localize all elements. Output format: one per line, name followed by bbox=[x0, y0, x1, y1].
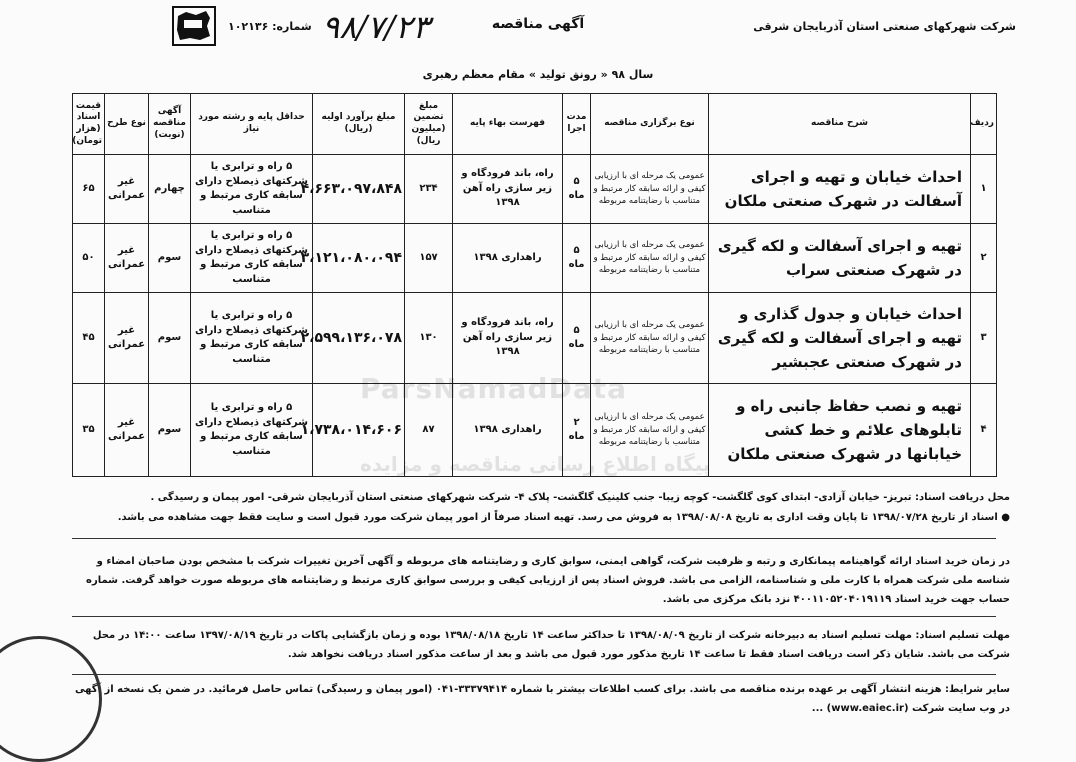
row-requirement bbox=[191, 155, 313, 224]
row-document-price: ۵۰ bbox=[73, 224, 105, 293]
row-estimated-amount: ۳،۱۲۱،۰۸۰،۰۹۴ bbox=[313, 224, 405, 293]
header-tender-type: نوع برگزاری مناقصه bbox=[591, 94, 709, 155]
requirements-note: در زمان خرید اسناد ارائه گواهینامه پیمانکاری و رتبه و ظرفیت شرکت، گواهی ایمنی، سوابق کاری و رضایتنامه های مربوطه و آگهی آخرین تغییرات شرکت با مشخص بودن صاحبان امضاء و شناسه ملی شرکت همراه با کارت ملی و شناسنامه، الزامی می باشد. فروش اسناد پس از ارزیابی کیفی و بررسی سوابق کاری مرتبط و رضایتنامه های مربوطه صورت خواهد گرفت. شماره حساب جهت خرید اسناد ۴۰۰۱۱۰۵۲۰۴۰۱۹۱۱۹ نزد بانک مرکزی می باشد. bbox=[86, 556, 1010, 605]
row-description: تهیه و اجرای آسفالت و لکه گیری در شهرک صنعتی سراب bbox=[709, 224, 971, 293]
row-duration: ۲ ماه bbox=[563, 384, 591, 477]
divider bbox=[72, 616, 996, 617]
header-estimated-amount: مبلغ برآورد اولیه (ریال) bbox=[313, 94, 405, 155]
row-number: ۱ bbox=[971, 155, 997, 224]
requirement-grade: ۵ bbox=[286, 161, 293, 172]
row-estimated-amount: ۲،۵۹۹،۱۳۶،۰۷۸ bbox=[313, 293, 405, 384]
row-tender-type: عمومی یک مرحله ای با ارزیابی کیفی و ارائه سابقه کار مرتبط و متناسب با رضایتنامه مربوطه bbox=[591, 384, 709, 477]
row-stage: سوم bbox=[149, 384, 191, 477]
row-price-list: راهداری ۱۳۹۸ bbox=[453, 224, 563, 293]
row-guarantee: ۱۵۷ bbox=[405, 224, 453, 293]
other-conditions-note: سایر شرایط: هزینه انتشار آگهی بر عهده برنده مناقصه می باشد. برای کسب اطلاعات بیشتر با شماره ۳۳۳۷۹۴۱۴-۰۴۱ (امور پیمان و رسیدگی) تماس حاصل فرمائید. در ضمن یک نسخه از آگهی در وب سایت شرکت (www.eaiec.ir) ... bbox=[75, 684, 1010, 714]
row-number: ۳ bbox=[971, 293, 997, 384]
row-estimated-amount: ۴،۶۶۳،۰۹۷،۸۴۸ bbox=[313, 155, 405, 224]
row-requirement bbox=[191, 384, 313, 477]
requirement-grade: ۵ bbox=[286, 310, 293, 321]
requirement-grade: ۵ bbox=[286, 230, 293, 241]
row-tender-type: عمومی یک مرحله ای با ارزیابی کیفی و ارائه سابقه کار مرتبط و متناسب با رضایتنامه مربوطه bbox=[591, 224, 709, 293]
requirement-text: راه و ترابری یا شرکتهای ذیصلاح دارای سابقه کاری مرتبط و متناسب bbox=[195, 310, 308, 365]
table-row bbox=[73, 155, 997, 224]
header-duration: مدت اجرا bbox=[563, 94, 591, 155]
sale-note: ● اسناد از تاریخ ۱۳۹۸/۰۷/۲۸ تا پایان وقت اداری به تاریخ ۱۳۹۸/۰۸/۰۸ به فروش می رسد. تهیه اسناد صرفاً از امور پیمان شرکت مورد قبول است و سایت فقط جهت مشاهده می باشد. bbox=[117, 512, 1010, 523]
organization-name: شرکت شهرکهای صنعتی استان آذربایجان شرقی bbox=[753, 20, 1016, 33]
row-duration: ۵ ماه bbox=[563, 224, 591, 293]
header-price-list: فهرست بهاء پایه bbox=[453, 94, 563, 155]
header-requirement: حداقل پایه و رشته مورد نیاز bbox=[191, 94, 313, 155]
handwritten-date: ۹۸/۷/۲۳ bbox=[322, 8, 430, 46]
row-plan-type: غیر عمرانی bbox=[105, 155, 149, 224]
watermark-persian: پیگاه اطلاع رسانی مناقصه و مزایده bbox=[360, 452, 711, 476]
row-document-price: ۶۵ bbox=[73, 155, 105, 224]
year-slogan: سال ۹۸ « رونق تولید » مقام معظم رهبری bbox=[422, 68, 654, 81]
requirement-text: راه و ترابری یا شرکتهای ذیصلاح دارای سابقه کاری مرتبط و متناسب bbox=[195, 161, 308, 216]
address-note: محل دریافت اسناد: تبریز- خیابان آزادی- ابتدای کوی گلگشت- کوچه زیبا- جنب کلینیک گلگشت- پلاک ۴- شرکت شهرکهای صنعتی استان آذربایجان شرقی- امور پیمان و رسیدگی . bbox=[150, 492, 1010, 503]
row-price-list: راه، باند فرودگاه و زیر سازی راه آهن ۱۳۹۸ bbox=[453, 155, 563, 224]
row-guarantee: ۱۳۰ bbox=[405, 293, 453, 384]
table-row bbox=[73, 384, 997, 477]
row-plan-type: غیر عمرانی bbox=[105, 293, 149, 384]
row-requirement bbox=[191, 293, 313, 384]
row-plan-type: غیر عمرانی bbox=[105, 384, 149, 477]
divider bbox=[72, 538, 996, 539]
row-duration: ۵ ماه bbox=[563, 293, 591, 384]
row-plan-type: غیر عمرانی bbox=[105, 224, 149, 293]
row-stage: سوم bbox=[149, 224, 191, 293]
row-description: احداث خیابان و تهیه و اجرای آسفالت در شهرک صنعتی ملکان bbox=[709, 155, 971, 224]
header-document-price: قیمت اسناد (هزار تومان) bbox=[73, 94, 105, 155]
row-number: ۲ bbox=[971, 224, 997, 293]
tender-table bbox=[72, 93, 997, 477]
divider bbox=[72, 674, 996, 675]
row-guarantee: ۲۳۴ bbox=[405, 155, 453, 224]
row-description: احداث خیابان و جدول گذاری و تهیه و اجرای آسفالت و لکه گیری در شهرک صنعتی عجبشیر bbox=[709, 293, 971, 384]
requirement-text: راه و ترابری یا شرکتهای ذیصلاح دارای سابقه کاری مرتبط و متناسب bbox=[195, 402, 308, 457]
notice-title: آگهی مناقصه bbox=[491, 16, 585, 32]
table-row bbox=[73, 224, 997, 293]
row-price-list: راه، باند فرودگاه و زیر سازی راه آهن ۱۳۹۸ bbox=[453, 293, 563, 384]
row-tender-type: عمومی یک مرحله ای با ارزیابی کیفی و ارائه سابقه کار مرتبط و متناسب با رضایتنامه مربوطه bbox=[591, 293, 709, 384]
row-number: ۴ bbox=[971, 384, 997, 477]
row-duration: ۵ ماه bbox=[563, 155, 591, 224]
requirement-text: راه و ترابری یا شرکتهای ذیصلاح دارای سابقه کاری مرتبط و متناسب bbox=[195, 230, 308, 285]
table-row bbox=[73, 293, 997, 384]
row-stage: چهارم bbox=[149, 155, 191, 224]
row-estimated-amount: ۱،۷۳۸،۰۱۴،۶۰۶ bbox=[313, 384, 405, 477]
row-tender-type: عمومی یک مرحله ای با ارزیابی کیفی و ارائه سابقه کار مرتبط و متناسب با رضایتنامه مربوطه bbox=[591, 155, 709, 224]
header-row-number: ردیف bbox=[971, 94, 997, 155]
header-plan-type: نوع طرح bbox=[105, 94, 149, 155]
row-document-price: ۴۵ bbox=[73, 293, 105, 384]
watermark-latin: ParsNamadData bbox=[360, 372, 627, 405]
requirement-grade: ۵ bbox=[286, 402, 293, 413]
row-description: تهیه و نصب حفاظ جانبی راه و تابلوهای علائم و خط کشی خیابانها در شهرک صنعتی ملکان bbox=[709, 384, 971, 477]
letter-number: شماره: ۱۰۲۱۳۶ bbox=[228, 20, 312, 33]
header-guarantee: مبلغ تضمین (میلیون ریال) bbox=[405, 94, 453, 155]
deadline-note: مهلت تسلیم اسناد: مهلت تسلیم اسناد به دبیرخانه شرکت از تاریخ ۱۳۹۸/۰۸/۰۹ تا حداکثر ساعت ۱۴ تاریخ ۱۳۹۸/۰۸/۱۸ بوده و زمان بازگشایی پاکات در تاریخ ۱۳۹۷/۰۸/۱۹ ساعت ۱۴:۰۰ در محل شرکت می باشد. شایان ذکر است دریافت اسناد فقط تا ساعت ۱۴ تاریخ مذکور مورد قبول می باشد و بعد از ساعت مذکور اسناد دریافت نخواهد شد. bbox=[92, 630, 1010, 660]
row-requirement bbox=[191, 224, 313, 293]
header-stage: آگهی مناقصه (نوبت) bbox=[149, 94, 191, 155]
table-header-row bbox=[73, 94, 997, 155]
row-guarantee: ۸۷ bbox=[405, 384, 453, 477]
company-logo-icon bbox=[172, 6, 216, 46]
row-price-list: راهداری ۱۳۹۸ bbox=[453, 384, 563, 477]
header-description: شرح مناقصه bbox=[709, 94, 971, 155]
row-document-price: ۳۵ bbox=[73, 384, 105, 477]
row-stage: سوم bbox=[149, 293, 191, 384]
